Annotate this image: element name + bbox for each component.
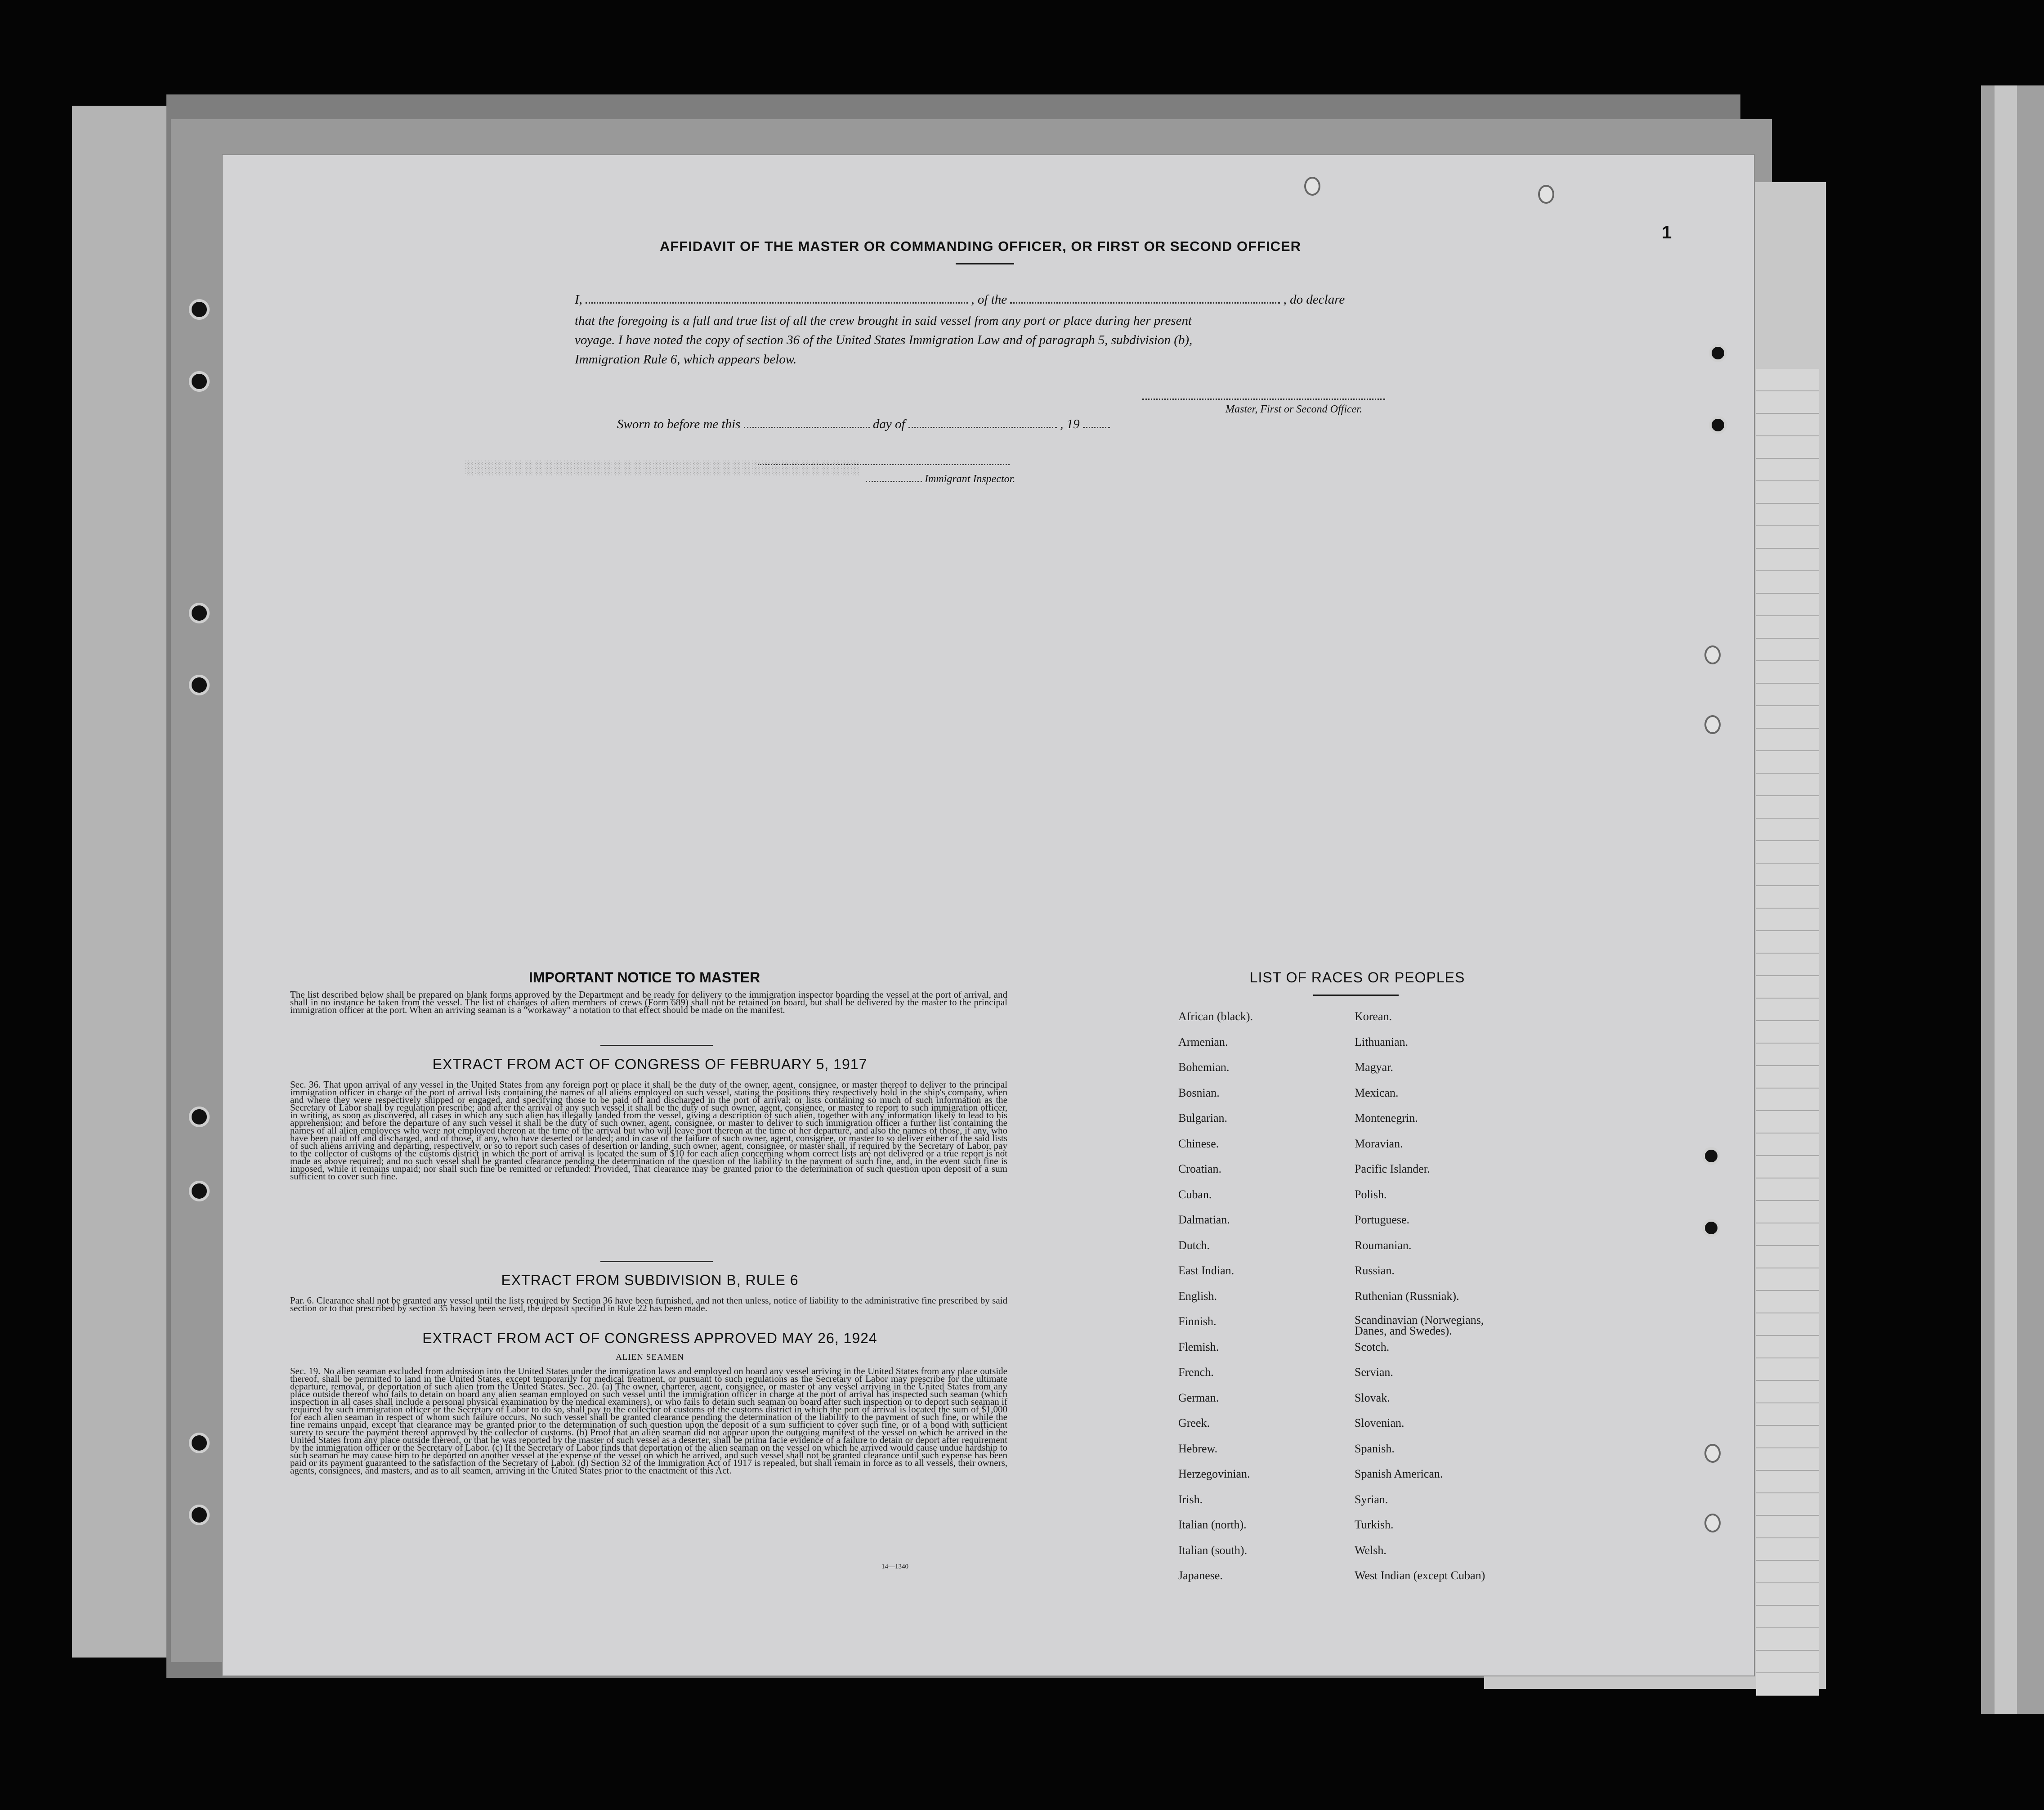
extract-1924-title: EXTRACT FROM ACT OF CONGRESS APPROVED MAY 26, 1924 bbox=[422, 1330, 877, 1346]
binder-hole bbox=[189, 675, 210, 695]
declaration-line bbox=[575, 292, 1623, 307]
binder-hole bbox=[189, 371, 210, 392]
race-item: Italian (south). bbox=[1178, 1543, 1248, 1557]
master-signature-field[interactable] bbox=[1142, 396, 1385, 400]
race-item: Korean. bbox=[1355, 1010, 1392, 1023]
race-item: Slovak. bbox=[1355, 1391, 1390, 1404]
binder-left-pages bbox=[72, 106, 175, 1658]
punch-hole bbox=[1704, 645, 1721, 664]
race-item: Flemish. bbox=[1178, 1340, 1219, 1353]
extract-1917-title: EXTRACT FROM ACT OF CONGRESS OF FEBRUARY 5, 1917 bbox=[432, 1056, 868, 1072]
inspector-name-field[interactable] bbox=[866, 478, 922, 482]
section-rule bbox=[600, 1261, 713, 1262]
day-of-label: day of bbox=[872, 417, 905, 431]
race-item: Finnish. bbox=[1178, 1315, 1217, 1328]
race-item: Moravian. bbox=[1355, 1137, 1403, 1150]
declarant-pronoun: I, bbox=[575, 292, 582, 307]
inspector-signature-field[interactable] bbox=[758, 461, 1010, 465]
race-item: East Indian. bbox=[1178, 1264, 1234, 1277]
form-number: 14—1340 bbox=[881, 1563, 908, 1570]
race-item: Irish. bbox=[1178, 1492, 1203, 1506]
binder-hole bbox=[189, 1181, 210, 1201]
declaration-text: voyage. I have noted the copy of section 36 of the United States Immigration Law and of paragraph 5, subdivision (b), bbox=[575, 333, 1193, 347]
officer-name-field[interactable] bbox=[586, 300, 968, 304]
race-item: Russian. bbox=[1355, 1264, 1395, 1277]
binder-hole bbox=[189, 1433, 210, 1453]
race-item: Greek. bbox=[1178, 1416, 1210, 1429]
race-item: Spanish American. bbox=[1355, 1467, 1443, 1480]
sworn-date-field[interactable] bbox=[744, 424, 870, 428]
document-page bbox=[223, 155, 1754, 1676]
race-item: Dutch. bbox=[1178, 1238, 1210, 1252]
binder-hole bbox=[189, 1107, 210, 1127]
inspector-label: Immigrant Inspector. bbox=[925, 473, 1015, 485]
inspector-line bbox=[866, 473, 1015, 485]
race-item: Spanish. bbox=[1355, 1442, 1395, 1455]
sworn-line bbox=[617, 417, 1110, 432]
extract-1917-text: Sec. 36. That upon arrival of any vessel in the United States from any foreign port or place it shall be the duty of the owner, agent, consignee, or master thereof to deliver to the principal immigration officer in charge of the port of arrival lists containing the names of all aliens employed on such vessel, stating the positions they respectively hold in the ship's company, when and where they were respectively shipped or engaged, and specifying those to be paid off and discharged in the port of arrival; or lists containing so much of such information as the Secretary of Labor shall by regulation prescribe; and after the arrival of any such vessel it shall be the duty of such owner, agent, consignee, or master to report to such immigration officer, in writing, as soon as discovered, all cases in which any such alien has illegally landed from the vessel, giving a description of such alien, together with any information likely to lead to his apprehension; and before the departure of any such vessel it shall be the duty of such owner, agent, consignee, or master to deliver to such immigration officer a further list containing the names of all alien employees who were not employed thereon at the time of the arrival but who will leave port thereon at the time of her departure, and also the names of those, if any, who have been paid off and discharged, and of those, if any, who have deserted or landed; and in case of the failure of such owner, agent, consignee, or master to so deliver either of the said lists of such aliens arriving and departing, respectively, or so to report such cases of desertion or landing, such owner, agent, consignee, or master shall, if required by the Secretary of Labor, pay to the collector of customs of the customs district in which the port of arrival is located the sum of $10 for each alien concerning whom correct lists are not delivered or a true report is not made as above required; and no such vessel shall be granted clearance pending the determination of the question of the liability to the payment of such fine, and, in the event such fine is imposed, while it remains unpaid; nor shall such fine be remitted or refunded: Provided, That clearance may be granted prior to the determination of such question upon deposit of a sum sufficient to cover such fine. bbox=[290, 1079, 1007, 1182]
race-item: Mexican. bbox=[1355, 1086, 1399, 1099]
race-item: Cuban. bbox=[1178, 1187, 1212, 1201]
race-item: Scotch. bbox=[1355, 1340, 1390, 1353]
bleed-through-text: ░░░░░░░░░░░░░░░░░░░░░░░░░░░░░░░░░░░░░░░░ bbox=[465, 461, 862, 476]
punch-hole bbox=[1702, 1147, 1720, 1165]
race-item: Bosnian. bbox=[1178, 1086, 1220, 1099]
race-item: Servian. bbox=[1355, 1366, 1393, 1379]
punch-hole bbox=[1702, 1219, 1720, 1237]
race-item: Pacific Islander. bbox=[1355, 1162, 1430, 1175]
title-rule bbox=[956, 263, 1014, 264]
race-item: Polish. bbox=[1355, 1187, 1387, 1201]
races-title-rule bbox=[1313, 995, 1399, 996]
binder-right-pages bbox=[1981, 85, 2044, 1714]
races-title: LIST OF RACES OR PEOPLES bbox=[1249, 969, 1465, 986]
race-item: Herzegovinian. bbox=[1178, 1467, 1250, 1480]
race-item: Hebrew. bbox=[1178, 1442, 1218, 1455]
affidavit-title: AFFIDAVIT OF THE MASTER OR COMMANDING OFFICER, OR FIRST OR SECOND OFFICER bbox=[659, 238, 1302, 254]
notice-text: The list described below shall be prepared on blank forms approved by the Department and be ready for delivery to the immigration inspector boarding the vessel at the port of arrival, and shall in no instance be taken from the vessel. The list of changes of alien members of crews (Form 689) shall not be retained on board, but shall be delivered by the master to the principal immigration officer at the port. When an arriving seaman is a "workaway" a notation to that effect should be made on the manifest. bbox=[290, 989, 1007, 1015]
race-item: Syrian. bbox=[1355, 1492, 1388, 1506]
punch-hole bbox=[1304, 177, 1320, 196]
binder-hole bbox=[189, 1505, 210, 1525]
race-item: Croatian. bbox=[1178, 1162, 1222, 1175]
race-item: English. bbox=[1178, 1289, 1217, 1303]
race-item: Lithuanian. bbox=[1355, 1035, 1409, 1048]
race-item: Japanese. bbox=[1178, 1569, 1223, 1582]
race-item: Magyar. bbox=[1355, 1061, 1393, 1074]
race-item: German. bbox=[1178, 1391, 1219, 1404]
race-item: Turkish. bbox=[1355, 1518, 1394, 1531]
race-item: Scandinavian (Norwegians, Danes, and Swedes). bbox=[1355, 1313, 1484, 1337]
race-item: Dalmatian. bbox=[1178, 1213, 1230, 1226]
extract-1924-subtitle: ALIEN SEAMEN bbox=[616, 1353, 684, 1362]
punch-hole bbox=[1709, 416, 1727, 434]
ruled-lines bbox=[1756, 369, 1819, 1696]
section-rule bbox=[600, 1045, 713, 1046]
punch-hole bbox=[1538, 185, 1554, 204]
race-item: Portuguese. bbox=[1355, 1213, 1410, 1226]
of-the-label: , of the bbox=[971, 292, 1007, 307]
race-item: Armenian. bbox=[1178, 1035, 1228, 1048]
sworn-year-field[interactable] bbox=[1083, 424, 1110, 428]
notice-title: IMPORTANT NOTICE TO MASTER bbox=[528, 969, 760, 986]
race-item: Welsh. bbox=[1355, 1543, 1387, 1557]
declaration-text: Immigration Rule 6, which appears below. bbox=[575, 352, 797, 367]
race-item: Slovenian. bbox=[1355, 1416, 1404, 1429]
race-item: Montenegrin. bbox=[1355, 1111, 1418, 1125]
race-item: Italian (north). bbox=[1178, 1518, 1247, 1531]
sworn-month-field[interactable] bbox=[908, 424, 1057, 428]
year-label: , 19 bbox=[1060, 417, 1080, 431]
binder-hole bbox=[189, 299, 210, 320]
extract-1924-text: Sec. 19. No alien seaman excluded from admission into the United States under the immigration laws and employed on board any vessel arriving in the United States from any place outside thereof, shall be permitted to land in the United States, except temporarily for medical treatment, or pursuant to such regulations as the Secretary of Labor may prescribe for the ultimate departure, removal, or deportation of such alien from the United States. Sec. 20. (a) The owner, charterer, agent, consignee, or master of any vessel arriving in the United States from any place outside thereof who fails to detain on board any alien seaman employed on such vessel until the immigration officer in charge at the port of arrival has inspected such seaman (which inspection in all cases shall include a personal physical examination by the medical examiners), or who fails to detain such seaman on board after such inspection or to deport such seaman if required by such immigration officer or the Secretary of Labor to do so, shall pay to the collector of customs of the customs district in which the port of arrival is located the sum of $1,000 for each alien seaman in respect of whom such failure occurs. No such vessel shall be granted clearance pending the determination of the liability to the payment of such fine, or while the fine remains unpaid, except that clearance may be granted prior to the determination of such question upon the deposit of a sum sufficient to cover such fine, or of a bond with sufficient surety to secure the payment thereof approved by the collector of customs. (b) Proof that an alien seaman did not appear upon the outgoing manifest of the vessel on which he arrived in the United States from any place outside thereof, or that he was reported by the master of such vessel as a deserter, shall be prima facie evidence of a failure to detain or deport after requirement by the immigration officer or the Secretary of Labor. (c) If the Secretary of Labor finds that deportation of the alien seaman on the vessel on which he arrived would cause undue hardship to such seaman he may cause him to be deported on another vessel at the expense of the vessel on which he arrived, and such vessel shall not be granted clearance until such expense has been paid or its payment guaranteed to the satisfaction of the Secretary of Labor. (d) Section 32 of the Immigration Act of 1917 is repealed, but shall remain in force as to all vessels, their owners, agents, consignees, and masters, and as to all seamen, arriving in the United States prior to the enactment of this Act. bbox=[290, 1366, 1007, 1476]
race-item: Bohemian. bbox=[1178, 1061, 1230, 1074]
do-declare-label: , do declare bbox=[1283, 292, 1345, 307]
extract-rule6-title: EXTRACT FROM SUBDIVISION B, RULE 6 bbox=[501, 1272, 799, 1288]
declaration-text: that the foregoing is a full and true list of all the crew brought in said vessel from any port or place during her present bbox=[575, 314, 1192, 328]
punch-hole bbox=[1704, 715, 1721, 734]
vessel-name-field[interactable] bbox=[1010, 300, 1280, 304]
punch-hole bbox=[1704, 1514, 1721, 1532]
punch-hole bbox=[1704, 1444, 1721, 1463]
binder-hole bbox=[189, 603, 210, 623]
race-item: Chinese. bbox=[1178, 1137, 1219, 1150]
race-item: African (black). bbox=[1178, 1010, 1253, 1023]
race-item: Bulgarian. bbox=[1178, 1111, 1228, 1125]
sworn-label: Sworn to before me this bbox=[617, 417, 741, 431]
punch-hole bbox=[1709, 344, 1727, 362]
race-item: West Indian (except Cuban) bbox=[1355, 1569, 1485, 1582]
race-item: Roumanian. bbox=[1355, 1238, 1412, 1252]
master-signature-label: Master, First or Second Officer. bbox=[1226, 403, 1362, 415]
race-item: French. bbox=[1178, 1366, 1214, 1379]
corner-mark: 1 bbox=[1662, 223, 1672, 242]
race-item: Ruthenian (Russniak). bbox=[1355, 1289, 1459, 1303]
extract-rule6-text: Par. 6. Clearance shall not be granted any vessel until the lists required by Section 36 have been furnished, and not then unless, notice of liability to the administrative fine prescribed by said section or to that prescribed by section 35 having been served, the deposit specified in Rule 22 has been made. bbox=[290, 1295, 1007, 1313]
